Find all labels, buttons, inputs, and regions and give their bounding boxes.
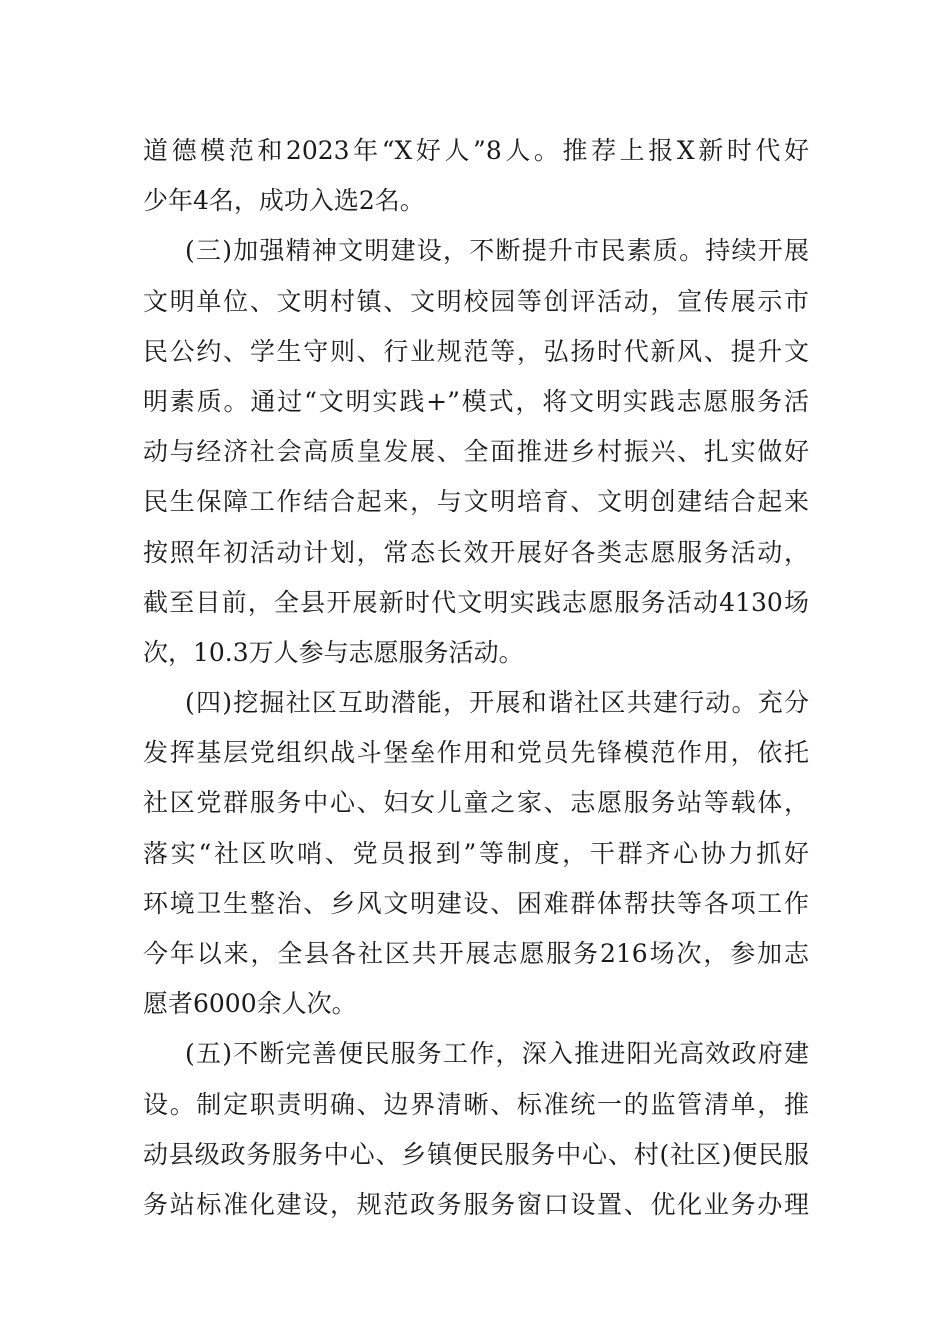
text-line: 社区党群服务中心、妇女儿童之家、志愿服务站等载体，	[143, 788, 809, 818]
paragraph-first-line: (四)挖掘社区互助潜能，开展和谐社区共建行动。充分	[185, 688, 809, 718]
text-line: 设。制定职责明确、边界清晰、标准统一的监管清单，推	[143, 1089, 809, 1119]
text-line: 截至目前，全县开展新时代文明实践志愿服务活动4130场	[143, 587, 809, 617]
paragraph-first-line: (三)加强精神文明建设，不断提升市民素质。持续开展	[185, 236, 809, 266]
text-line: 民生保障工作结合起来，与文明培育、文明创建结合起来	[143, 487, 809, 517]
text-line: 务站标准化建设，规范政务服务窗口设置、优化业务办理	[143, 1189, 809, 1219]
text-line: 动与经济社会高质皇发展、全面推进乡村振兴、扎实做好	[143, 437, 809, 467]
paragraph-first-line: (五)不断完善便民服务工作，深入推进阳光高效政府建	[185, 1039, 809, 1069]
text-line: 按照年初活动计划，常态长效开展好各类志愿服务活动，	[143, 537, 809, 567]
text-line: 少年4名，成功入选2名。	[143, 186, 425, 216]
text-line: 明素质。通过“文明实践+”模式，将文明实践志愿服务活	[143, 386, 809, 416]
text-line: 今年以来，全县各社区共开展志愿服务216场次，参加志	[143, 939, 809, 968]
text-line: 民公约、学生守则、行业规范等，弘扬时代新风、提升文	[143, 336, 809, 366]
text-line: 次，10.3万人参与志愿服务活动。	[143, 637, 524, 667]
text-line: 落实“社区吹哨、党员报到”等制度，干群齐心协力抓好	[143, 838, 809, 868]
text-line: 愿者6000余人次。	[143, 989, 357, 1019]
text-line: 环境卫生整治、乡风文明建设、困难群体帮扶等各项工作	[143, 888, 809, 918]
text-line: 发挥基层党组织战斗堡垒作用和党员先锋模范作用，依托	[143, 738, 809, 768]
text-line: 文明单位、文明村镇、文明校园等创评活动，宣传展示市	[143, 286, 809, 316]
document-body	[143, 126, 809, 1230]
text-line: 动县级政务服务中心、乡镇便民服务中心、村(社区)便民服	[143, 1139, 809, 1169]
text-line: 道德模范和2023年“X好人”8人。推荐上报X新时代好	[143, 136, 809, 165]
